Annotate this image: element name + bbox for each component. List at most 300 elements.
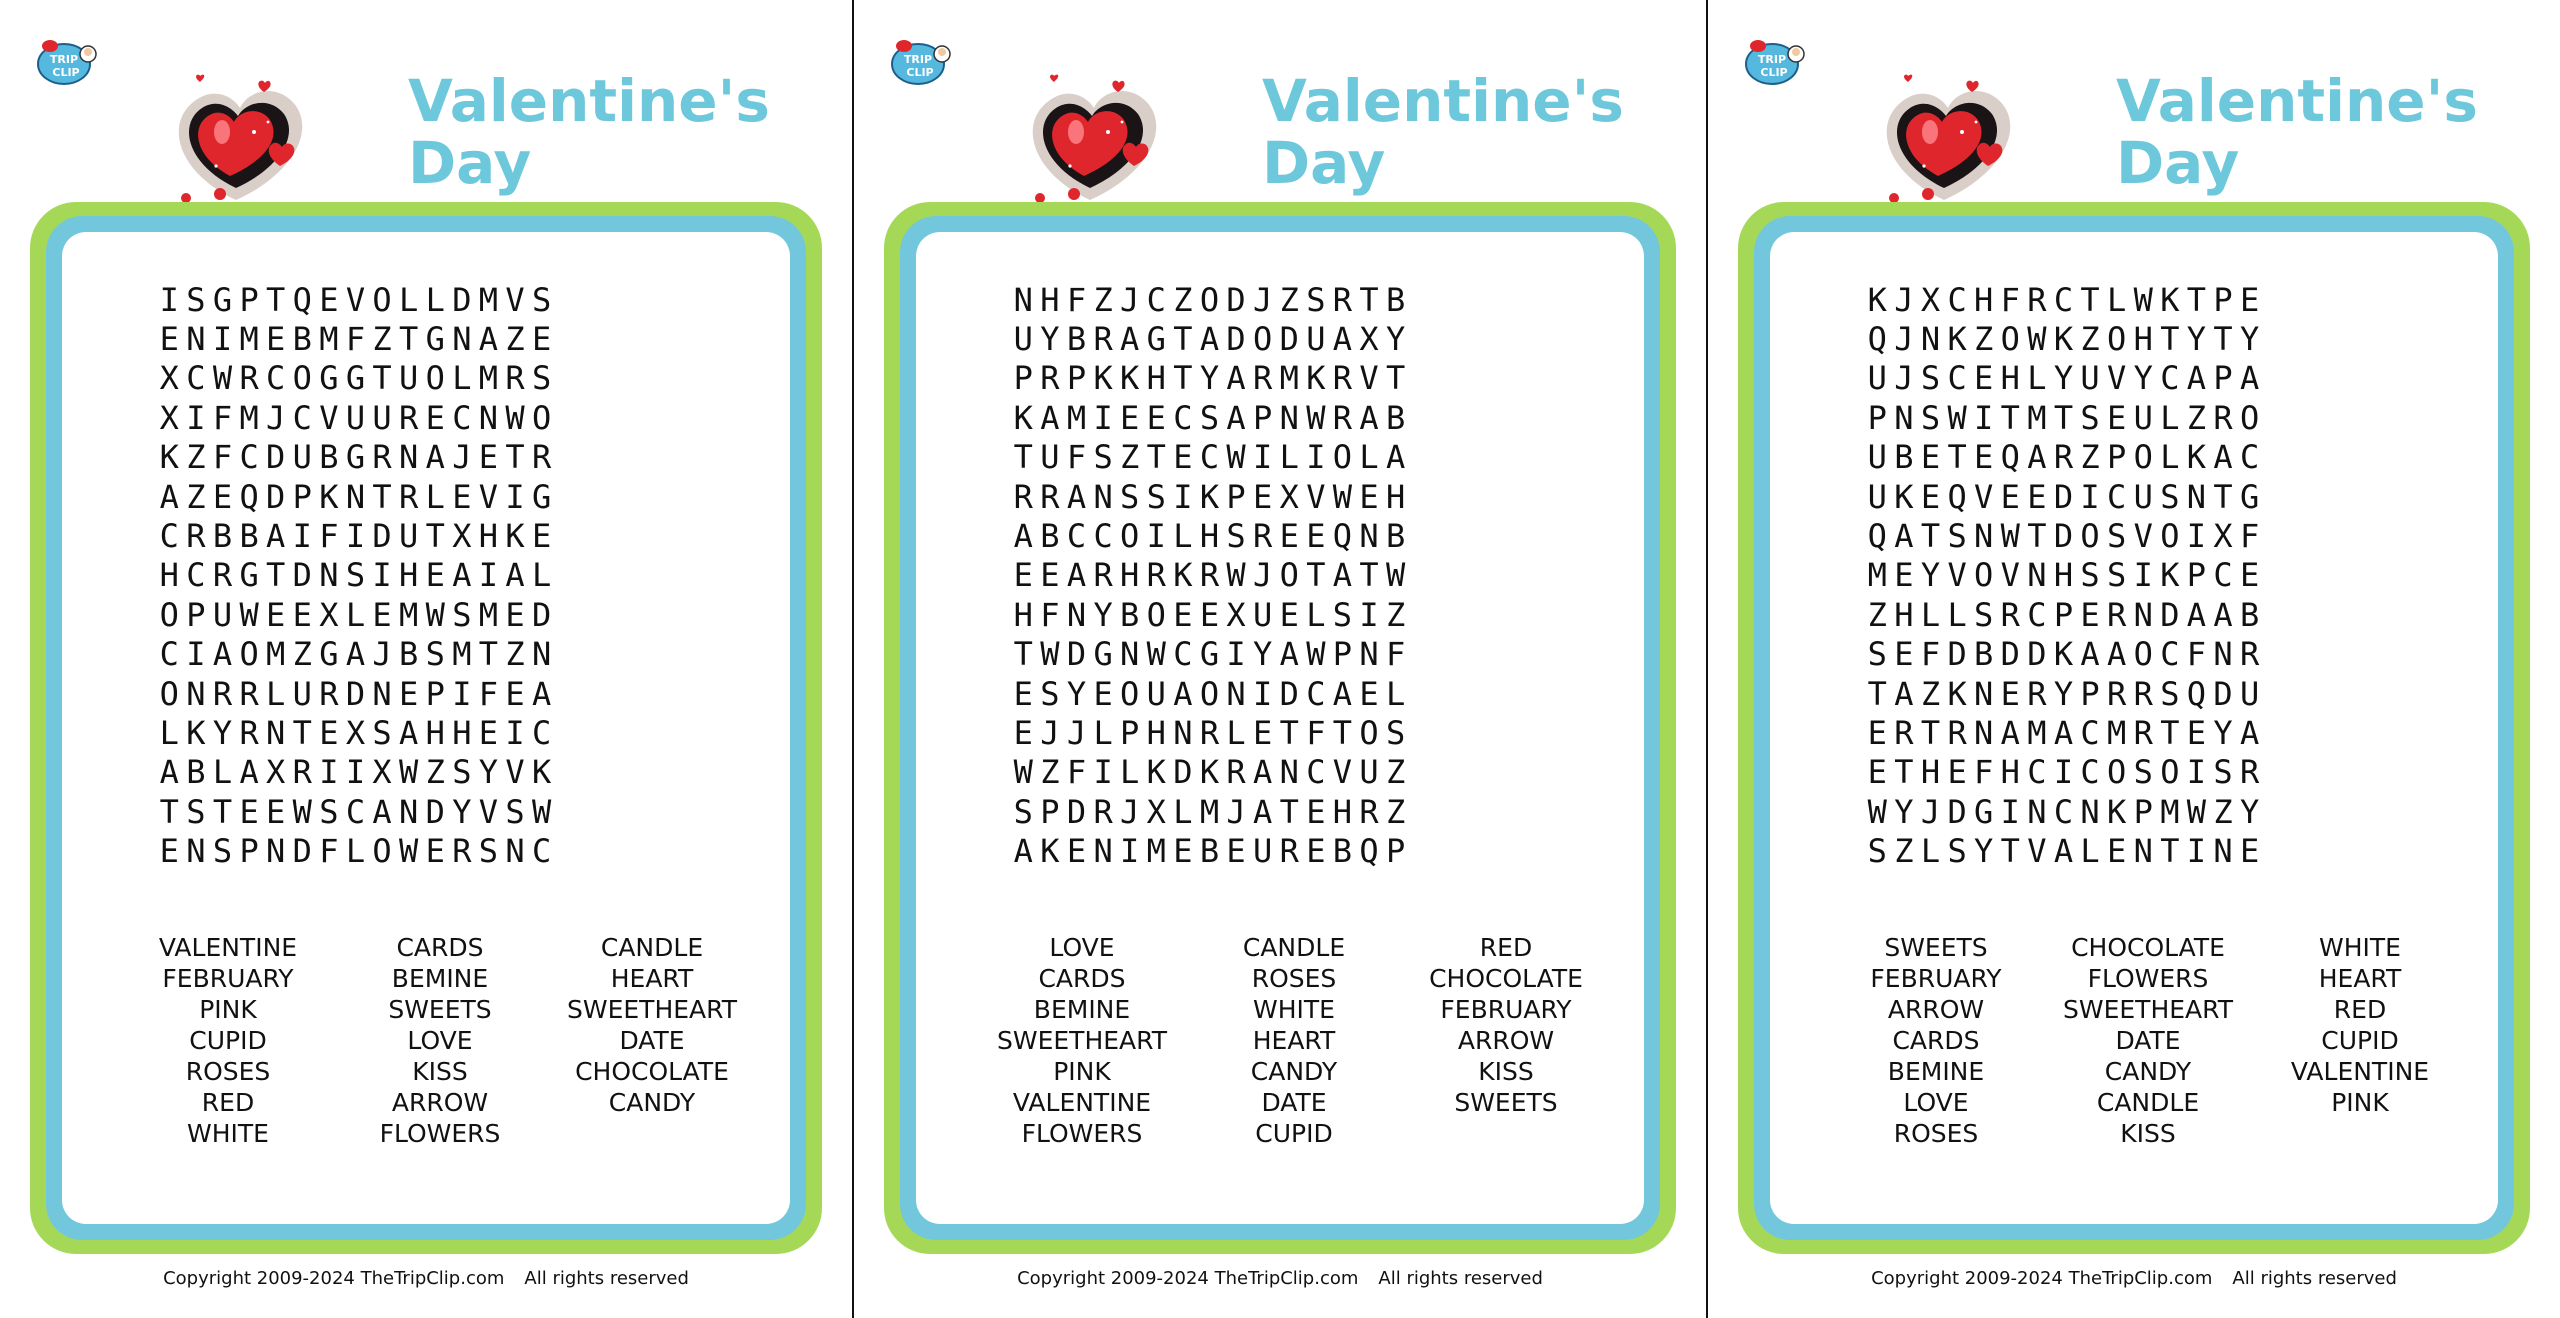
grid-letter: Z xyxy=(1867,595,1887,634)
grid-letter: M xyxy=(452,635,472,674)
grid-letter: I xyxy=(2186,753,2207,792)
grid-letter: H xyxy=(159,556,179,595)
grid-letter: A xyxy=(2213,438,2233,477)
grid-letter: I xyxy=(1146,517,1166,556)
grid-letter: O xyxy=(1146,595,1166,634)
grid-letter: D xyxy=(1279,674,1299,713)
grid-letter: D xyxy=(1066,635,1087,674)
grid-letter: O xyxy=(2133,438,2153,477)
grid-letter: W xyxy=(2000,517,2020,556)
grid-letter: Y xyxy=(2239,320,2260,359)
puzzle-panel xyxy=(916,232,1644,1224)
grid-letter: T xyxy=(1146,438,1166,477)
page-title xyxy=(1262,67,1682,197)
grid-letter: N xyxy=(186,320,206,359)
grid-letter: P xyxy=(2133,792,2153,831)
grid-letter: L xyxy=(1920,595,1941,634)
grid-letter: W xyxy=(239,595,259,634)
word-list-item: CANDY xyxy=(2104,1057,2192,1086)
word-list-item: WHITE xyxy=(187,1119,269,1148)
grid-letter: S xyxy=(1146,477,1166,516)
grid-letter: Y xyxy=(1894,792,1914,831)
grid-letter: Z xyxy=(1040,753,1060,792)
grid-letter: J xyxy=(1066,713,1087,752)
puzzle-frame-border xyxy=(46,216,806,1240)
grid-letter: U xyxy=(1306,320,1326,359)
puzzle-frame-border xyxy=(900,216,1660,1240)
grid-letter: A xyxy=(1066,556,1087,595)
grid-letter: B xyxy=(186,753,206,792)
grid-letter: T xyxy=(2186,280,2207,319)
title-line: Valentine's xyxy=(2116,67,2478,135)
grid-letter: M xyxy=(1279,359,1299,398)
grid-letter: W xyxy=(212,359,233,398)
page-title xyxy=(408,67,828,197)
grid-letter: S xyxy=(452,595,472,634)
grid-letter: Q xyxy=(292,280,312,319)
grid-letter: F xyxy=(1066,438,1087,477)
grid-letter: E xyxy=(425,398,445,437)
grid-letter: W xyxy=(1040,635,1060,674)
grid-letter: Y xyxy=(478,753,499,792)
grid-letter: O xyxy=(159,674,179,713)
grid-letter: Z xyxy=(292,635,312,674)
grid-letter: T xyxy=(1332,713,1353,752)
grid-letter: Y xyxy=(1093,595,1113,634)
grid-letter: H xyxy=(1120,556,1140,595)
grid-letter: N xyxy=(1173,713,1193,752)
grid-letter: Y xyxy=(2053,359,2074,398)
grid-letter: E xyxy=(2000,674,2020,713)
grid-letter: V xyxy=(319,398,339,437)
grid-letter: X xyxy=(159,398,179,437)
grid-letter: I xyxy=(2186,517,2207,556)
grid-letter: G xyxy=(531,477,552,516)
grid-letter: R xyxy=(1040,477,1060,516)
word-list-item: SWEETHEART xyxy=(997,1026,1167,1055)
grid-letter: B xyxy=(1066,320,1087,359)
word-list xyxy=(976,932,1612,1149)
grid-letter: U xyxy=(1867,359,1887,398)
grid-letter: F xyxy=(319,832,339,871)
grid-letter: R xyxy=(1332,359,1353,398)
grid-letter: B xyxy=(319,438,339,477)
grid-letter: R xyxy=(1040,359,1060,398)
grid-letter: A xyxy=(531,674,552,713)
grid-letter: F xyxy=(478,674,499,713)
grid-letter: E xyxy=(478,713,499,752)
grid-letter: E xyxy=(531,517,552,556)
grid-letter: N xyxy=(1279,398,1299,437)
grid-letter: R xyxy=(2107,595,2127,634)
grid-letter: O xyxy=(425,359,445,398)
grid-letter: B xyxy=(1385,517,1406,556)
grid-letter: O xyxy=(2133,635,2153,674)
grid-letter: R xyxy=(1359,792,1379,831)
letter-grid xyxy=(1864,280,2263,871)
word-list-item: FLOWERS xyxy=(379,1119,501,1148)
word-list-item: ROSES xyxy=(185,1057,271,1086)
grid-letter: Z xyxy=(1385,595,1406,634)
grid-letter: W xyxy=(2186,792,2207,831)
grid-letter: P xyxy=(1040,792,1060,831)
grid-letter: W xyxy=(1013,753,1033,792)
title-line: Day xyxy=(1262,129,1386,197)
grid-letter: A xyxy=(1226,398,1246,437)
grid-letter: E xyxy=(399,674,419,713)
grid-letter: L xyxy=(1279,438,1299,477)
grid-letter: C xyxy=(1173,398,1193,437)
grid-letter: S xyxy=(186,280,206,319)
puzzle-frame-border xyxy=(1754,216,2514,1240)
grid-letter: A xyxy=(2107,635,2127,674)
grid-letter: S xyxy=(452,753,472,792)
grid-letter: C xyxy=(239,438,259,477)
grid-letter: S xyxy=(1920,359,1941,398)
grid-letter: S xyxy=(2160,477,2180,516)
grid-letter: J xyxy=(1894,359,1914,398)
grid-letter: Y xyxy=(1253,635,1273,674)
grid-letter: M xyxy=(2027,713,2047,752)
grid-letter: R xyxy=(2213,398,2233,437)
grid-letter: I xyxy=(452,674,472,713)
grid-letter: T xyxy=(425,517,445,556)
grid-letter: T xyxy=(372,477,392,516)
grid-letter: P xyxy=(2213,359,2233,398)
grid-letter: P xyxy=(1332,635,1353,674)
grid-letter: D xyxy=(1947,635,1967,674)
grid-letter: N xyxy=(2133,832,2153,871)
grid-letter: C xyxy=(1173,635,1193,674)
grid-letter: A xyxy=(425,438,445,477)
grid-letter: J xyxy=(452,438,472,477)
word-list-item: CANDY xyxy=(1250,1057,1338,1086)
grid-letter: O xyxy=(1359,713,1379,752)
grid-letter: G xyxy=(345,359,366,398)
grid-letter: N xyxy=(1974,674,1994,713)
grid-letter: P xyxy=(1066,359,1087,398)
word-list-item: KISS xyxy=(2120,1119,2176,1148)
grid-letter: O xyxy=(2000,320,2020,359)
grid-letter: N xyxy=(452,320,472,359)
grid-letter: U xyxy=(292,674,312,713)
grid-letter: S xyxy=(2107,517,2127,556)
grid-letter: N xyxy=(2080,792,2100,831)
grid-letter: X xyxy=(1279,477,1299,516)
rights-text: All rights reserved xyxy=(2232,1268,2397,1289)
grid-letter: R xyxy=(1093,320,1113,359)
grid-letter: H xyxy=(1199,517,1220,556)
grid-letter: T xyxy=(266,556,286,595)
grid-letter: E xyxy=(1013,674,1033,713)
grid-letter: N xyxy=(505,832,525,871)
grid-letter: P xyxy=(1385,832,1406,871)
grid-letter: R xyxy=(292,753,312,792)
word-list-item: WHITE xyxy=(2319,933,2401,962)
grid-letter: Z xyxy=(2080,320,2100,359)
grid-letter: E xyxy=(1974,359,1994,398)
grid-letter: C xyxy=(531,832,552,871)
grid-letter: P xyxy=(2186,556,2207,595)
grid-letter: M xyxy=(478,595,499,634)
grid-letter: A xyxy=(452,556,472,595)
grid-letter: X xyxy=(1226,595,1246,634)
grid-letter: U xyxy=(345,398,366,437)
grid-letter: V xyxy=(505,753,525,792)
grid-letter: J xyxy=(266,398,286,437)
grid-letter: D xyxy=(1066,792,1087,831)
grid-letter: V xyxy=(2000,556,2020,595)
grid-letter: E xyxy=(1013,713,1033,752)
grid-letter: N xyxy=(1279,753,1299,792)
grid-letter: Z xyxy=(1093,280,1113,319)
grid-letter: I xyxy=(1306,438,1326,477)
grid-letter: A xyxy=(1040,398,1060,437)
grid-letter: E xyxy=(1306,792,1326,831)
grid-letter: O xyxy=(1199,280,1220,319)
grid-letter: J xyxy=(1226,792,1246,831)
grid-letter: X xyxy=(1920,280,1941,319)
grid-letter: M xyxy=(2027,398,2047,437)
grid-letter: X xyxy=(452,517,472,556)
grid-letter: G xyxy=(212,280,233,319)
grid-letter: V xyxy=(2107,359,2127,398)
grid-letter: Z xyxy=(1120,438,1140,477)
grid-letter: O xyxy=(1120,674,1140,713)
grid-letter: N xyxy=(1894,398,1914,437)
grid-letter: P xyxy=(1013,359,1033,398)
grid-letter: W xyxy=(425,595,445,634)
grid-letter: X xyxy=(319,595,339,634)
logo-text-bottom: CLIP xyxy=(1760,66,1788,79)
grid-letter: C xyxy=(1199,438,1220,477)
grid-letter: W xyxy=(399,753,419,792)
grid-letter: G xyxy=(2239,477,2260,516)
grid-letter: A xyxy=(266,517,286,556)
grid-letter: D xyxy=(2213,674,2233,713)
grid-letter: P xyxy=(1120,713,1140,752)
grid-letter: I xyxy=(186,635,206,674)
grid-letter: N xyxy=(1974,517,1994,556)
rights-text: All rights reserved xyxy=(524,1268,689,1289)
grid-letter: M xyxy=(319,320,339,359)
grid-letter: M xyxy=(239,398,259,437)
grid-letter: S xyxy=(1867,832,1887,871)
grid-letter: W xyxy=(292,792,312,831)
grid-letter: V xyxy=(345,280,366,319)
grid-letter: U xyxy=(1867,477,1887,516)
word-list-item: RED xyxy=(201,1088,255,1117)
grid-letter: Z xyxy=(425,753,445,792)
grid-letter: L xyxy=(1093,713,1113,752)
grid-letter: O xyxy=(1332,438,1353,477)
grid-letter: Z xyxy=(1974,320,1994,359)
grid-letter: E xyxy=(1306,517,1326,556)
grid-letter: C xyxy=(1093,517,1113,556)
word-list-item: FEBRUARY xyxy=(162,964,294,993)
word-list-item: CHOCOLATE xyxy=(2071,933,2225,962)
grid-letter: P xyxy=(2213,280,2233,319)
grid-letter: G xyxy=(319,635,339,674)
grid-letter: Z xyxy=(186,477,206,516)
grid-letter: L xyxy=(1385,674,1406,713)
grid-letter: S xyxy=(372,713,392,752)
grid-letter: E xyxy=(2107,832,2127,871)
heart-cluster-icon xyxy=(156,62,316,202)
grid-letter: S xyxy=(1385,713,1406,752)
tripclip-logo-icon xyxy=(36,36,102,88)
grid-letter: T xyxy=(372,359,392,398)
grid-letter: R xyxy=(1894,713,1914,752)
grid-letter: Z xyxy=(505,320,525,359)
grid-letter: K xyxy=(1013,398,1033,437)
grid-letter: T xyxy=(1894,753,1914,792)
grid-letter: N xyxy=(2027,556,2047,595)
grid-letter: D xyxy=(266,438,286,477)
grid-letter: N xyxy=(2133,595,2153,634)
word-list-item: BEMINE xyxy=(1033,995,1131,1024)
grid-letter: N xyxy=(478,398,499,437)
word-list-item: VALENTINE xyxy=(1012,1088,1152,1117)
grid-letter: N xyxy=(2027,792,2047,831)
grid-letter: C xyxy=(2213,556,2233,595)
grid-letter: K xyxy=(2053,320,2074,359)
tripclip-logo-icon xyxy=(1744,36,1810,88)
grid-letter: U xyxy=(292,438,312,477)
grid-letter: A xyxy=(1332,674,1353,713)
grid-letter: D xyxy=(425,792,445,831)
puzzle-frame xyxy=(1738,202,2530,1254)
grid-letter: T xyxy=(1385,359,1406,398)
grid-letter: E xyxy=(1867,753,1887,792)
grid-letter: R xyxy=(1332,280,1353,319)
title-line: Valentine's xyxy=(408,67,770,135)
heart-cluster-icon xyxy=(1864,62,2024,202)
grid-letter: K xyxy=(1093,359,1113,398)
word-list-item: ARROW xyxy=(1887,995,1985,1024)
grid-letter: N xyxy=(1974,713,1994,752)
grid-letter: Y xyxy=(2239,792,2260,831)
grid-letter: E xyxy=(319,280,339,319)
grid-letter: K xyxy=(1199,477,1220,516)
grid-letter: E xyxy=(2000,477,2020,516)
grid-letter: N xyxy=(1226,674,1246,713)
grid-letter: H xyxy=(2000,753,2020,792)
grid-letter: G xyxy=(1093,635,1113,674)
grid-letter: R xyxy=(319,674,339,713)
grid-letter: T xyxy=(1920,713,1941,752)
puzzle-panel xyxy=(62,232,790,1224)
grid-letter: Q xyxy=(2186,674,2207,713)
grid-letter: V xyxy=(505,280,525,319)
grid-letter: A xyxy=(1332,320,1353,359)
grid-letter: E xyxy=(1359,674,1379,713)
grid-letter: H xyxy=(2000,359,2020,398)
grid-letter: W xyxy=(505,398,525,437)
grid-letter: Q xyxy=(1947,477,1967,516)
grid-letter: A xyxy=(159,477,179,516)
grid-letter: Y xyxy=(2133,359,2153,398)
grid-letter: M xyxy=(2160,792,2180,831)
grid-letter: A xyxy=(505,556,525,595)
grid-letter: F xyxy=(1974,753,1994,792)
grid-letter: N xyxy=(1066,595,1087,634)
grid-letter: L xyxy=(1920,832,1941,871)
grid-letter: O xyxy=(2080,517,2100,556)
grid-letter: H xyxy=(2133,320,2153,359)
grid-letter: C xyxy=(2160,359,2180,398)
grid-letter: E xyxy=(266,320,286,359)
grid-letter: O xyxy=(1279,556,1299,595)
page-title xyxy=(2116,67,2536,197)
grid-letter: N xyxy=(399,438,419,477)
grid-letter: E xyxy=(1066,832,1087,871)
grid-letter: H xyxy=(452,713,472,752)
grid-letter: C xyxy=(186,359,206,398)
grid-letter: C xyxy=(1306,674,1326,713)
copyright-text: Copyright 2009-2024 TheTripClip.com xyxy=(163,1268,505,1289)
word-list-item: SWEETS xyxy=(1884,933,1988,962)
logo-text-bottom: CLIP xyxy=(52,66,80,79)
grid-letter: I xyxy=(505,713,525,752)
grid-letter: U xyxy=(399,359,419,398)
grid-letter: E xyxy=(159,320,179,359)
grid-letter: R xyxy=(239,359,259,398)
grid-letter: S xyxy=(1332,595,1353,634)
grid-letter: E xyxy=(452,477,472,516)
grid-letter: H xyxy=(399,556,419,595)
grid-letter: S xyxy=(1199,398,1220,437)
grid-letter: E xyxy=(1013,556,1033,595)
word-list-item: CARDS xyxy=(1038,964,1126,993)
grid-letter: A xyxy=(2186,595,2207,634)
grid-letter: U xyxy=(1040,438,1060,477)
grid-letter: W xyxy=(2133,280,2153,319)
grid-letter: L xyxy=(2080,832,2100,871)
grid-letter: A xyxy=(212,635,233,674)
word-list-item: LOVE xyxy=(1903,1088,1969,1117)
grid-letter: T xyxy=(2160,832,2180,871)
logo-text-top: TRIP xyxy=(1757,53,1787,66)
grid-letter: M xyxy=(2107,713,2127,752)
grid-letter: G xyxy=(1974,792,1994,831)
grid-letter: R xyxy=(1279,832,1299,871)
word-list-item: FEBRUARY xyxy=(1440,995,1572,1024)
grid-letter: E xyxy=(212,477,233,516)
grid-letter: L xyxy=(212,753,233,792)
word-list-item: DATE xyxy=(619,1026,685,1055)
grid-letter: I xyxy=(1253,438,1273,477)
grid-letter: C xyxy=(1947,280,1967,319)
grid-letter: D xyxy=(2053,477,2074,516)
grid-letter: R xyxy=(399,398,419,437)
grid-letter: R xyxy=(2027,674,2047,713)
grid-letter: U xyxy=(372,398,392,437)
logo-text-top: TRIP xyxy=(49,53,79,66)
grid-letter: K xyxy=(1146,753,1166,792)
word-list-item: CARDS xyxy=(1892,1026,1980,1055)
grid-letter: E xyxy=(1920,438,1941,477)
grid-letter: M xyxy=(1066,398,1087,437)
grid-letter: O xyxy=(292,359,312,398)
grid-letter: P xyxy=(239,280,259,319)
grid-letter: I xyxy=(319,753,339,792)
grid-letter: F xyxy=(212,398,233,437)
grid-letter: O xyxy=(2160,517,2180,556)
grid-letter: T xyxy=(1173,359,1193,398)
grid-letter: Z xyxy=(1385,753,1406,792)
grid-letter: L xyxy=(2027,359,2047,398)
